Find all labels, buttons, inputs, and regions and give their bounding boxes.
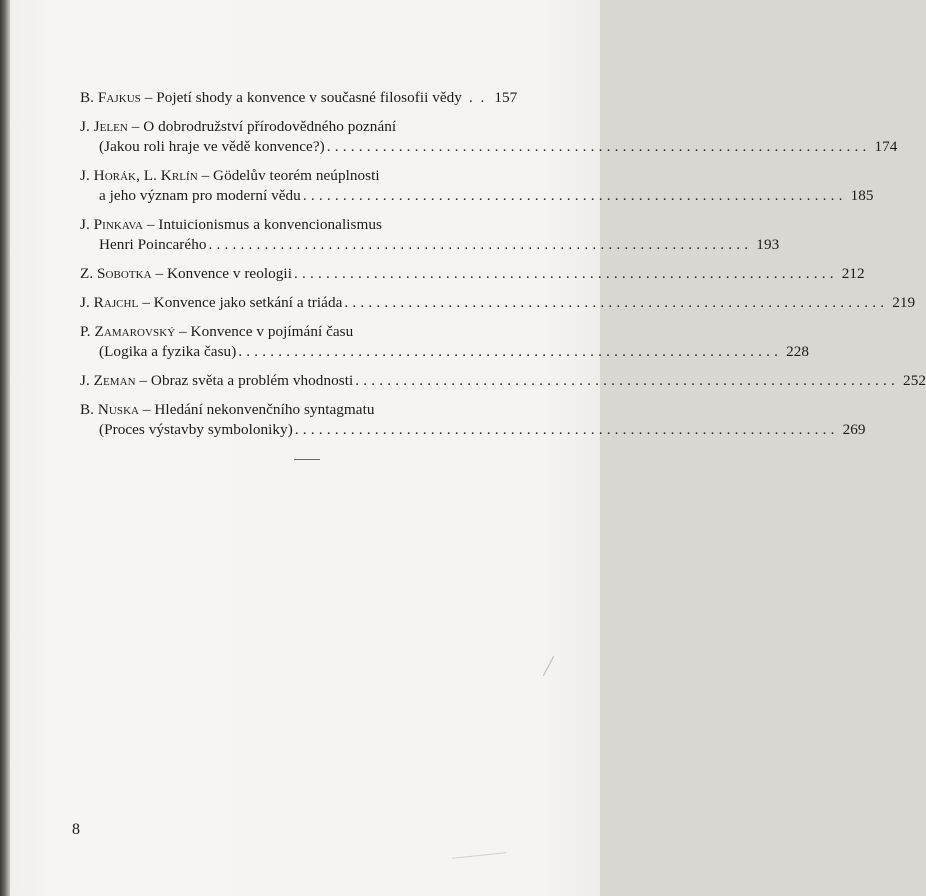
- author-surname-head: J: [93, 118, 100, 135]
- entry-title: – Konvence jako setkání a triáda: [142, 294, 343, 311]
- toc-line: [80, 137, 898, 157]
- toc-entry: [80, 88, 544, 108]
- author-initial: Z.: [80, 265, 98, 282]
- toc-line: [80, 235, 780, 255]
- toc-line: [80, 342, 810, 362]
- toc-entry: [80, 215, 780, 255]
- page-number: 219: [892, 294, 916, 311]
- author-surname-head: N: [97, 401, 109, 418]
- toc-line: [80, 88, 544, 108]
- toc-entry-text: [80, 215, 382, 235]
- toc-entry-text: [80, 371, 353, 391]
- toc-entry: [80, 293, 916, 313]
- leader-dots: ....................................................................: [293, 265, 838, 282]
- toc-entry: [80, 371, 926, 391]
- toc-entry-text: [80, 293, 342, 313]
- author-initial: B.: [80, 401, 98, 418]
- leader-dots: ....................................................................: [208, 236, 753, 253]
- toc-entry-text: [80, 264, 292, 284]
- author-surname-tail: uska: [108, 401, 140, 418]
- page-number: 212: [841, 265, 865, 282]
- author-surname-head: P: [93, 216, 103, 233]
- toc-line: [80, 186, 874, 206]
- leader-dots: ....................................................................: [238, 343, 783, 360]
- toc-entry-text: [80, 117, 396, 137]
- toc-entry-text: J. Horák, L. Krlín – Gödelův teorém neúplnosti: [80, 167, 380, 184]
- entry-title-continuation: a jeho význam pro moderní vědu: [99, 187, 301, 204]
- author-initial: J.: [80, 118, 94, 135]
- toc-entry-text: [80, 400, 375, 420]
- page-number: 157: [494, 89, 518, 106]
- author-initial: B.: [80, 89, 98, 106]
- toc-line: [80, 322, 544, 342]
- author-surname-tail: rlín: [171, 167, 198, 184]
- toc-entry: [80, 117, 898, 157]
- toc-line: [80, 400, 544, 420]
- table-of-contents: [80, 88, 926, 449]
- author-surname-tail: eman: [102, 372, 136, 389]
- leader-dots: ....................................................................: [344, 294, 889, 311]
- author-surname-head: K: [160, 167, 172, 184]
- author-initial: L.: [143, 167, 161, 184]
- entry-title-continuation: (Proces výstavby symboloniky): [99, 421, 293, 438]
- toc-entry: [80, 166, 874, 206]
- section-separator: [294, 459, 320, 460]
- author-surname-head: R: [93, 294, 104, 311]
- toc-entry: [80, 400, 866, 440]
- entry-title: – Hledání nekonvenčního syntagmatu: [142, 401, 375, 418]
- toc-line: [80, 117, 544, 137]
- page-number: 185: [850, 187, 874, 204]
- page-number: 193: [756, 236, 780, 253]
- author-surname-tail: amarovský: [103, 323, 176, 340]
- author-initial: J.: [80, 167, 94, 184]
- toc-line: [80, 420, 866, 440]
- toc-line: [80, 371, 926, 391]
- entry-title: – Obraz světa a problém vhodnosti: [139, 372, 354, 389]
- author-surname-tail: orák: [104, 167, 137, 184]
- entry-title: – Gödelův teorém neúplnosti: [201, 167, 380, 184]
- entry-title: – O dobrodružství přírodovědného poznání: [131, 118, 397, 135]
- author-surname-head: S: [97, 265, 106, 282]
- leader-dots: ....................................................................: [326, 138, 871, 155]
- page-number: 174: [874, 138, 898, 155]
- author-initial: J.: [80, 216, 94, 233]
- entry-title-continuation: (Jakou roli hraje ve vědě konvence?): [99, 138, 325, 155]
- author-surname-tail: inkava: [102, 216, 144, 233]
- book-spine-edge: [0, 0, 10, 896]
- entry-title: – Konvence v reologii: [155, 265, 292, 282]
- toc-entry: [80, 322, 810, 362]
- toc-line: [80, 215, 544, 235]
- page-number: 252: [903, 372, 926, 389]
- leader-dots: ....................................................................: [294, 421, 839, 438]
- author-surname-tail: obotka: [105, 265, 152, 282]
- author-initial: J.: [80, 294, 94, 311]
- author-surname-head: H: [93, 167, 105, 184]
- entry-title: – Konvence v pojímání času: [179, 323, 354, 340]
- author-surname-tail: ajchl: [103, 294, 139, 311]
- toc-entry-text: [80, 322, 353, 342]
- entry-title: – Intuicionismus a konvencionalismus: [146, 216, 382, 233]
- page-number: 228: [786, 343, 810, 360]
- entry-title-continuation: Henri Poincarého: [99, 236, 207, 253]
- author-surname-head: Z: [94, 323, 104, 340]
- author-surname-tail: ajkus: [106, 89, 141, 106]
- leader-dots: ....................................................................: [302, 187, 847, 204]
- toc-line: [80, 264, 865, 284]
- page-number: 269: [842, 421, 866, 438]
- toc-line: [80, 293, 916, 313]
- author-initial: P.: [80, 323, 95, 340]
- author-surname-head: Z: [93, 372, 103, 389]
- page-folio: 8: [72, 821, 80, 838]
- toc-entry: [80, 264, 865, 284]
- leader-dots: . .: [468, 89, 487, 106]
- toc-entry-text: [80, 88, 462, 108]
- leader-dots: ....................................................................: [355, 372, 900, 389]
- entry-title-continuation: (Logika a fyzika času): [99, 343, 237, 360]
- author-surname-head: F: [97, 89, 107, 106]
- author-surname-tail: elen: [99, 118, 128, 135]
- author-initial: J.: [80, 372, 94, 389]
- entry-title: – Pojetí shody a konvence v současné filosofii vědy: [144, 89, 462, 106]
- toc-line: [80, 166, 544, 186]
